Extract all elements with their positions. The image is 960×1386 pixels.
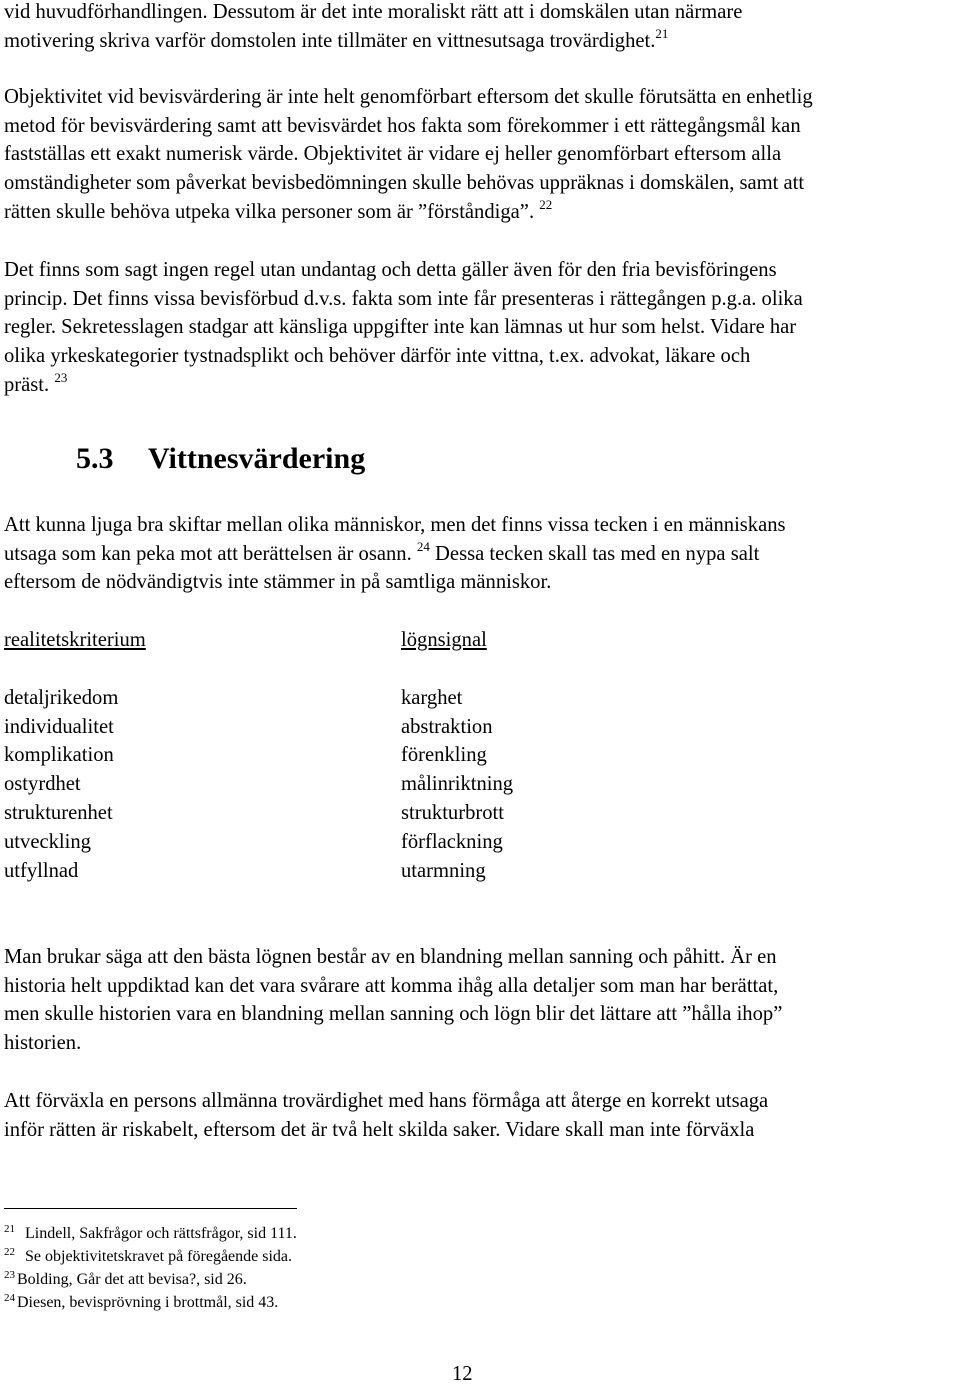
footnote-text: Lindell, Sakfrågor och rättsfrågor, sid 111. <box>25 1225 297 1242</box>
footnote-text: Bolding, Går det att bevisa?, sid 26. <box>17 1271 247 1288</box>
list-item: ostyrdhet <box>4 773 81 796</box>
list-item: utfyllnad <box>4 859 79 882</box>
section-heading <box>76 437 365 481</box>
footnote-number: 22 <box>4 1246 15 1258</box>
para5-line-1: Att förväxla en persons allmänna trovärdighet med hans förmåga att återge en korrekt utsaga <box>4 1090 769 1112</box>
footnote-21 <box>4 1222 297 1245</box>
para2-line-4: olika yrkeskategorier tystnadsplikt och behöver därför inte vittna, t.ex. advokat, läkare och <box>4 345 751 368</box>
reality-criteria-header: realitetskriterium <box>4 629 146 651</box>
footnote-number: 24 <box>4 1292 15 1304</box>
footnote-ref-21[interactable]: 21 <box>655 25 669 41</box>
para2-line-3: regler. Sekretesslagen stadgar att känsliga uppgifter inte kan lämnas ut hur som helst. Vidare har <box>4 316 797 339</box>
credibility-paragraph <box>4 1087 768 1144</box>
para3-line-1: Att kunna ljuga bra skiftar mellan olika människor, men det finns vissa tecken i en människans <box>4 514 786 536</box>
list-item: målinriktning <box>401 773 514 796</box>
list-item: strukturbrott <box>401 801 504 824</box>
list-item: förenkling <box>401 744 487 767</box>
footnote-number: 21 <box>4 1223 15 1235</box>
footnote-24 <box>4 1291 278 1314</box>
list-item: abstraktion <box>401 715 493 738</box>
list-item: komplikation <box>4 744 114 767</box>
para4-line-1: Man brukar säga att den bästa lögnen består av en blandning mellan sanning och påhitt. Är en <box>4 946 777 968</box>
list-item: individualitet <box>4 715 114 738</box>
para3-line-2a: utsaga som kan peka mot att berättelsen är osann. <box>4 542 412 565</box>
para2-line-5: präst. <box>4 373 50 396</box>
list-item: karghet <box>401 686 463 709</box>
evidence-ban-paragraph <box>4 256 803 400</box>
list-item: förflackning <box>401 830 503 853</box>
lie-signal-header: lögnsignal <box>401 629 487 651</box>
footnote-number: 23 <box>4 1269 15 1281</box>
para1-line-5: rätten skulle behöva utpeka vilka personer som är ”förståndiga”. <box>4 200 535 223</box>
para2-line-1: Det finns som sagt ingen regel utan undantag och detta gäller även för den fria bevisföringens <box>4 259 777 281</box>
footnote-text: Diesen, bevisprövning i brottmål, sid 43. <box>17 1294 279 1311</box>
list-item: detaljrikedom <box>4 686 119 709</box>
para4-line-2: historia helt uppdiktad kan det vara svårare att komma ihåg alla detaljer som man har berättat, <box>4 974 779 997</box>
section-title: Vittnesvärdering <box>148 442 366 475</box>
footnote-text: Se objektivitetskravet på föregående sida. <box>25 1248 293 1265</box>
para1-line-2: metod för bevisvärdering samt att bevisvärdet hos fakta som förekommer i ett rättegångsmål kan <box>4 114 801 137</box>
para5-line-2: inför rätten är riskabelt, eftersom det är två helt skilda saker. Vidare skall man inte förväxla <box>4 1118 755 1141</box>
section-number: 5.3 <box>76 442 114 475</box>
para1-line-4: omständigheter som påverkat bevisbedömningen skulle behövas uppräknas i domskälen, samt att <box>4 172 805 195</box>
intro-line-1: vid huvudförhandlingen. Dessutom är det inte moraliskt rätt att i domskälen utan närmare <box>4 1 743 23</box>
footnote-22 <box>4 1245 292 1268</box>
para4-line-3: men skulle historien vara en blandning mellan sanning och lögn blir det lättare att ”hålla ihop” <box>4 1003 783 1026</box>
objectivity-paragraph <box>4 83 813 227</box>
footnote-ref-23[interactable]: 23 <box>54 369 68 385</box>
lie-signal-column <box>401 626 513 885</box>
page-number: 12 <box>452 1363 473 1385</box>
para3-line-2b: Dessa tecken skall tas med en nypa salt <box>429 542 760 565</box>
list-item: utarmning <box>401 859 486 882</box>
para1-line-1: Objektivitet vid bevisvärdering är inte helt genomförbart eftersom det skulle förutsätta en enhetlig <box>4 86 813 108</box>
list-item: utveckling <box>4 830 91 853</box>
best-lie-paragraph <box>4 943 782 1058</box>
para4-line-4: historien. <box>4 1032 82 1055</box>
para1-line-3: fastställas ett exakt numerisk värde. Objektivitet är vidare ej heller genomförbart eftersom alla <box>4 143 782 166</box>
footnote-divider <box>4 1208 297 1209</box>
para3-line-3: eftersom de nödvändigtvis inte stämmer in på samtliga människor. <box>4 571 552 594</box>
footnote-ref-22[interactable]: 22 <box>539 196 553 212</box>
para2-line-2: princip. Det finns vissa bevisförbud d.v.s. fakta som inte får presenteras i rättegången p.g.a. olika <box>4 287 803 310</box>
footnote-ref-24[interactable]: 24 <box>416 538 430 554</box>
witness-paragraph <box>4 511 786 597</box>
reality-criteria-column <box>4 626 146 885</box>
intro-line-2: motivering skriva varför domstolen inte tillmäter en vittnesutsaga trovärdighet. <box>4 29 656 52</box>
list-item: strukturenhet <box>4 801 113 824</box>
footnote-23 <box>4 1268 247 1291</box>
intro-paragraph <box>4 0 742 55</box>
